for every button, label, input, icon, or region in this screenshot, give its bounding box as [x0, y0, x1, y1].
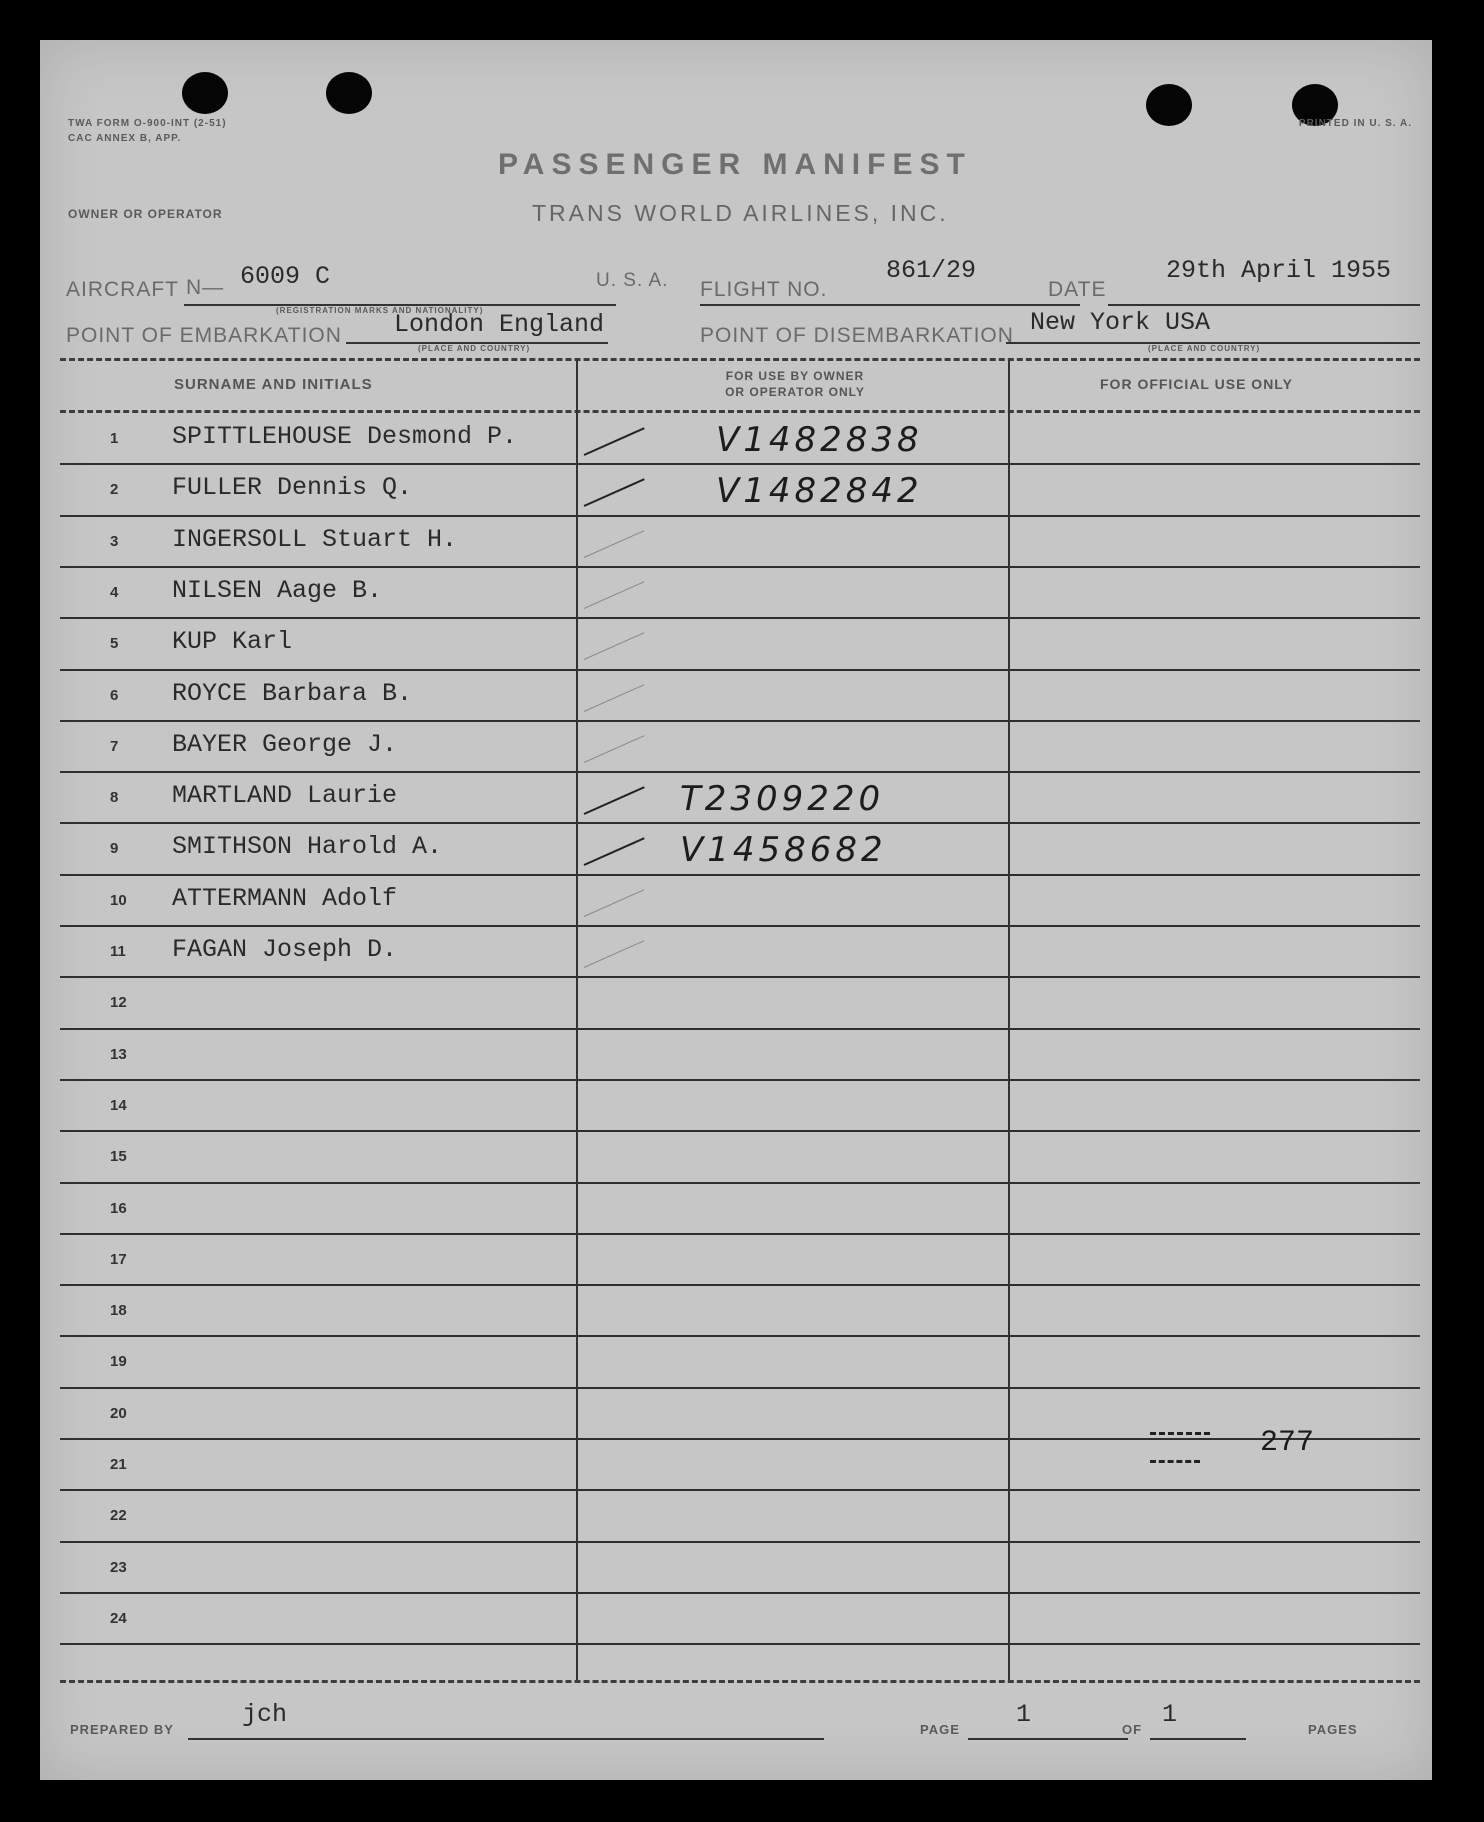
- row-number: 16: [110, 1199, 127, 1217]
- row-rule: [60, 771, 1420, 773]
- date-label: DATE: [1048, 278, 1107, 301]
- row-number: 20: [110, 1404, 127, 1422]
- disembark-caption: (PLACE AND COUNTRY): [1148, 344, 1261, 353]
- of-label: OF: [1122, 1722, 1143, 1737]
- row-rule: [60, 669, 1420, 671]
- row-number: 6: [110, 686, 119, 704]
- passenger-name: FULLER Dennis Q.: [172, 473, 413, 503]
- country-label: U. S. A.: [596, 270, 669, 291]
- passenger-name: KUP Karl: [172, 627, 293, 657]
- of-value: 1: [1162, 1700, 1178, 1729]
- passenger-name: MARTLAND Laurie: [172, 781, 398, 811]
- row-number: 14: [110, 1096, 127, 1114]
- passenger-name: ROYCE Barbara B.: [172, 678, 413, 708]
- row-rule: [60, 1541, 1420, 1543]
- registration-caption: (REGISTRATION MARKS AND NATIONALITY): [276, 306, 484, 315]
- row-rule: [60, 1335, 1420, 1337]
- check-mark: [584, 838, 645, 867]
- row-number: 22: [110, 1507, 127, 1525]
- aircraft-prefix: N—: [186, 276, 225, 299]
- passport-number: V1482838: [716, 420, 923, 460]
- row-rule: [60, 1438, 1420, 1440]
- form-annex: CAC ANNEX B, APP.: [68, 133, 182, 144]
- embark-label: POINT OF EMBARKATION: [66, 324, 342, 347]
- embark-value: London England: [394, 310, 605, 339]
- date-value: 29th April 1955: [1166, 256, 1392, 285]
- row-number: 8: [110, 789, 119, 807]
- row-number: 1: [110, 430, 119, 447]
- passenger-name: NILSEN Aage B.: [172, 575, 383, 605]
- row-rule: [60, 1489, 1420, 1491]
- row-number: 4: [110, 583, 119, 601]
- flight-no-label: FLIGHT NO.: [700, 278, 828, 301]
- passenger-name: FAGAN Joseph D.: [172, 935, 398, 964]
- prepared-by-label: PREPARED BY: [70, 1722, 174, 1737]
- row-number: 11: [110, 943, 126, 960]
- column-header-owner-2: OR OPERATOR ONLY: [725, 385, 865, 399]
- passenger-name: BAYER George J.: [172, 729, 398, 759]
- official-note-dashes: [1150, 1432, 1210, 1435]
- prepared-by-underline: [188, 1738, 824, 1740]
- passenger-name: SMITHSON Harold A.: [172, 832, 443, 862]
- prepared-by-value: jch: [242, 1700, 288, 1729]
- of-underline: [1150, 1738, 1246, 1740]
- row-rule: [60, 822, 1420, 824]
- form-number: TWA FORM O-900-INT (2-51): [68, 118, 227, 129]
- row-rule: [60, 463, 1420, 465]
- passport-number: T2309220: [680, 779, 885, 820]
- row-number: 2: [110, 481, 119, 499]
- row-rule: [60, 1233, 1420, 1235]
- check-mark: [584, 940, 645, 968]
- check-mark: [584, 581, 645, 609]
- page-underline: [968, 1738, 1128, 1740]
- column-header-official: FOR OFFICIAL USE ONLY: [1100, 376, 1293, 392]
- punch-hole: [1146, 84, 1192, 126]
- row-rule: [60, 976, 1420, 978]
- check-mark: [584, 632, 645, 660]
- disembark-value: New York USA: [1030, 308, 1211, 337]
- pages-label: PAGES: [1308, 1722, 1358, 1737]
- row-rule: [60, 1079, 1420, 1081]
- punch-hole: [326, 72, 372, 114]
- flight-no-underline: [700, 304, 1080, 306]
- column-header-surname: SURNAME AND INITIALS: [174, 376, 373, 393]
- row-rule: [60, 925, 1420, 927]
- passenger-name: SPITTLEHOUSE Desmond P.: [172, 422, 518, 451]
- punch-hole: [182, 72, 228, 114]
- row-number: 10: [110, 891, 127, 909]
- column-divider: [576, 360, 578, 1680]
- column-divider: [1008, 360, 1010, 1680]
- row-number: 5: [110, 635, 119, 653]
- row-rule: [60, 1387, 1420, 1389]
- row-number: 9: [110, 840, 119, 858]
- row-number: 18: [110, 1302, 127, 1320]
- official-note-dashes: [1150, 1460, 1200, 1463]
- check-mark: [584, 786, 645, 815]
- check-mark: [584, 889, 645, 917]
- row-number: 21: [110, 1456, 127, 1473]
- row-rule: [60, 1284, 1420, 1286]
- airline-name: TRANS WORLD AIRLINES, INC.: [532, 200, 949, 226]
- flight-no-value: 861/29: [886, 256, 977, 285]
- row-rule: [60, 1592, 1420, 1594]
- passport-number: V1458682: [680, 830, 887, 871]
- header-bottom-rule: [60, 410, 1420, 413]
- passenger-name: ATTERMANN Adolf: [172, 883, 398, 913]
- official-note: 277: [1260, 1426, 1315, 1460]
- table-top-rule: [60, 358, 1420, 361]
- page-value: 1: [1016, 1700, 1032, 1729]
- table-bottom-rule: [60, 1680, 1420, 1683]
- row-rule: [60, 1182, 1420, 1184]
- owner-label: OWNER OR OPERATOR: [68, 207, 223, 221]
- aircraft-value: 6009 C: [240, 262, 331, 291]
- row-number: 24: [110, 1609, 127, 1627]
- check-mark: [584, 530, 645, 558]
- printed-in: PRINTED IN U. S. A.: [1298, 118, 1412, 129]
- passenger-name: INGERSOLL Stuart H.: [172, 524, 458, 554]
- column-header-owner-1: FOR USE BY OWNER: [725, 369, 865, 383]
- row-rule: [60, 874, 1420, 876]
- page-label: PAGE: [920, 1722, 960, 1737]
- check-mark: [584, 735, 645, 763]
- manifest-sheet: [40, 40, 1432, 1780]
- row-rule: [60, 617, 1420, 619]
- check-mark: [584, 479, 645, 508]
- row-number: 15: [110, 1148, 127, 1166]
- row-number: 19: [110, 1353, 127, 1371]
- row-number: 12: [110, 994, 127, 1012]
- check-mark: [584, 684, 645, 712]
- row-rule: [60, 515, 1420, 517]
- row-rule: [60, 1028, 1420, 1030]
- row-rule: [60, 1130, 1420, 1132]
- check-mark: [584, 427, 645, 456]
- row-number: 23: [110, 1558, 127, 1576]
- embark-caption: (PLACE AND COUNTRY): [418, 344, 531, 353]
- row-number: 3: [110, 532, 119, 550]
- date-underline: [1108, 304, 1420, 306]
- row-number: 13: [110, 1045, 127, 1063]
- disembark-label: POINT OF DISEMBARKATION: [700, 324, 1014, 347]
- aircraft-label: AIRCRAFT: [66, 278, 179, 301]
- passport-number: V1482842: [716, 471, 923, 512]
- row-number: 17: [110, 1250, 127, 1268]
- row-rule: [60, 566, 1420, 568]
- row-rule: [60, 720, 1420, 722]
- row-number: 7: [110, 737, 119, 755]
- row-rule: [60, 1643, 1420, 1645]
- page-title: PASSENGER MANIFEST: [498, 148, 972, 181]
